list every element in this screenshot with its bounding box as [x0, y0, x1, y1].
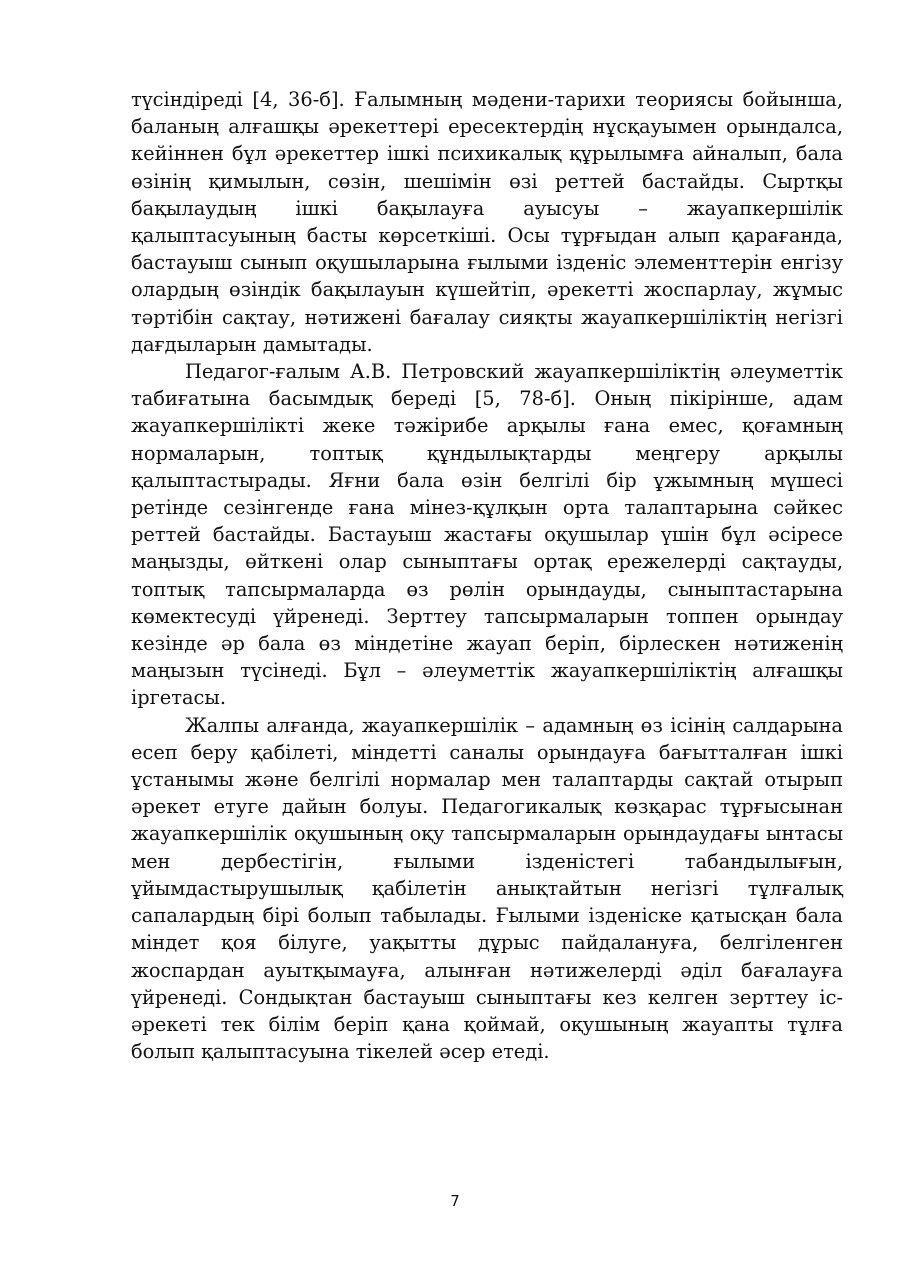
paragraph-3: Жалпы алғанда, жауапкершілік – адамның өз ісінің салдарына есеп беру қабілеті, міндетті саналы орындауға бағытталған ішкі ұстанымы және белгілі нормалар мен талаптарды сақтай отырып әрекет етуге дайын болуы. Педагогикалық көзқарас тұрғысынан жауапкершілік оқушының оқу тапсырмаларын орындаудағы ынтасы мен дербестігін, ғылыми ізденістегі табандылығын, ұйымдастырушылық қабілетін анықтайтын негізгі тұлғалық сапалардың бірі болып табылады. Ғылыми ізденіске қатысқан бала міндет қоя білуге, уақытты дұрыс пайдалануға, белгіленген жоспардан ауытқымауға, алынған нәтижелерді әділ бағалауға үйренеді. Сондықтан бастауыш сыныптағы кез келген зерттеу іс-әрекеті тек білім беріп қана қоймай, оқушының жауапты тұлға болып қалыптасуына тікелей әсер етеді. [131, 713, 843, 1064]
paragraph-2: Педагог-ғалым А.В. Петровский жауапкершіліктің әлеуметтік табиғатына басымдық береді [5, 78-б]. Оның пікірінше, адам жауапкершілікті жеке тәжірибе арқылы ғана емес, қоғамның нормаларын, топтық құндылықтарды меңгеру арқылы қалыптастырады. Яғни бала өзін белгілі бір ұжымның мүшесі ретінде сезінгенде ғана мінез-құлқын орта талаптарына сәйкес реттей бастайды. Бастауыш жастағы оқушылар үшін бұл әсіресе маңызды, өйткені олар сыныптағы ортақ ережелерді сақтауды, топтық тапсырмаларда өз рөлін орындауды, сыныптастарына көмектесуді үйренеді. Зерттеу тапсырмаларын топпен орындау кезінде әр бала өз міндетіне жауап беріп, бірлескен нәтиженің маңызын түсінеді. Бұл – әлеуметтік жауапкершіліктің алғашқы іргетасы. [131, 360, 843, 710]
paragraph-1: түсіндіреді [4, 36-б]. Ғалымның мәдени-тарихи теориясы бойынша, баланың алғашқы әрекеттері ересектердің нұсқауымен орындалса, кейіннен бұл әрекеттер ішкі психикалық құрылымға айналып, бала өзінің қимылын, сөзін, шешімін өзі реттей бастайды. Сыртқы бақылаудың ішкі бақылауға ауысуы – жауапкершілік қалыптасуының басты көрсеткіші. Осы тұрғыдан алып қарағанда, бастауыш сынып оқушыларына ғылыми ізденіс элементтерін енгізу олардың өзіндік бақылауын күшейтіп, әрекетті жоспарлау, жұмыс тәртібін сақтау, нәтижені бағалау сияқты жауапкершіліктің негізгі дағдыларын дамытады. [131, 88, 843, 356]
body-text [131, 86, 843, 1065]
page-number: 7 [450, 1192, 460, 1210]
